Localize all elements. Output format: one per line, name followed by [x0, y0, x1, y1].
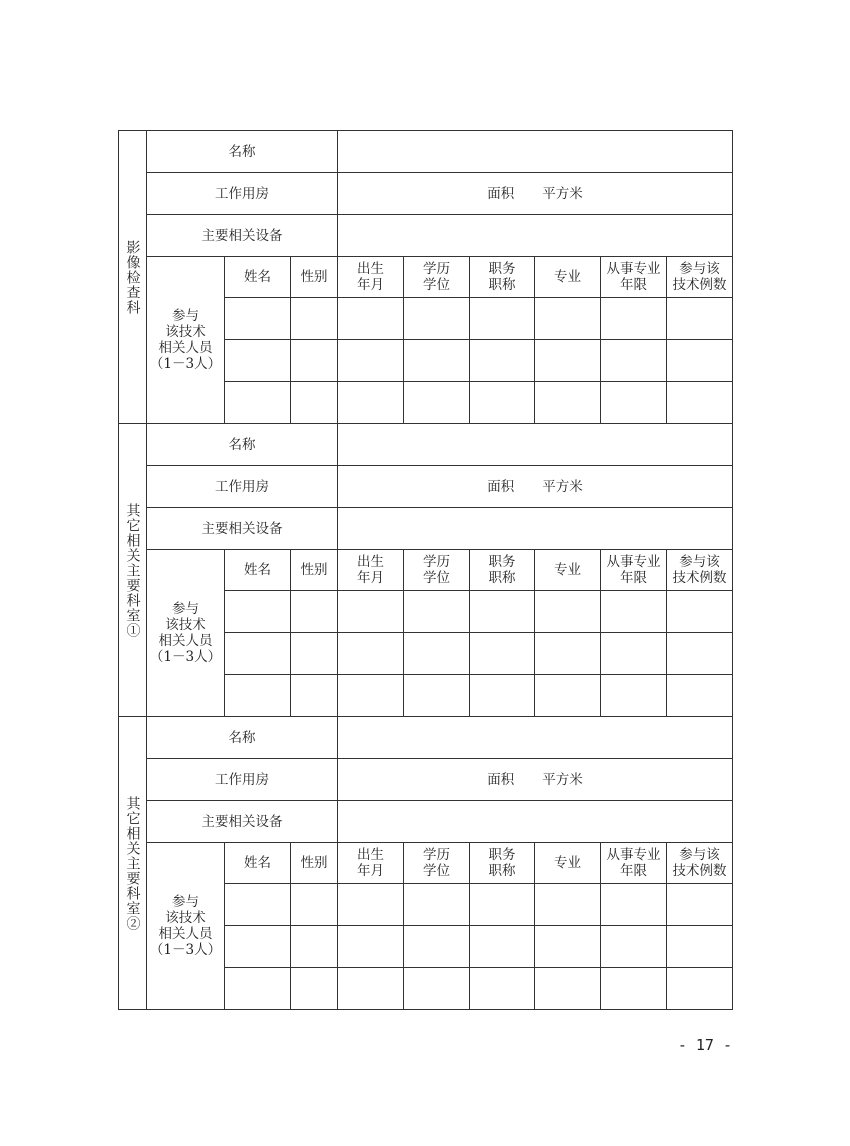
personnel-cell[interactable]	[535, 298, 601, 340]
personnel-cell[interactable]	[291, 591, 338, 633]
personnel-cell[interactable]	[225, 968, 291, 1010]
column-header	[225, 550, 291, 591]
column-header-line: 学历	[423, 847, 451, 863]
column-header-line: 职务	[488, 554, 516, 570]
equipment-label: 主要相关设备	[201, 813, 283, 830]
personnel-cell[interactable]	[470, 926, 535, 968]
department-info-form	[118, 130, 733, 1010]
department-label: 影像检查科	[124, 239, 141, 315]
personnel-cell[interactable]	[338, 884, 404, 926]
department-label: 其它相关主要科室①	[124, 502, 141, 638]
personnel-cell[interactable]	[225, 633, 291, 675]
department-label-cell	[119, 424, 147, 717]
personnel-cell[interactable]	[667, 968, 733, 1010]
personnel-cell[interactable]	[338, 382, 404, 424]
personnel-cell[interactable]	[291, 884, 338, 926]
personnel-cell[interactable]	[404, 968, 470, 1010]
column-header	[470, 550, 535, 591]
personnel-cell[interactable]	[667, 382, 733, 424]
column-header	[667, 550, 733, 591]
personnel-cell[interactable]	[470, 591, 535, 633]
personnel-cell[interactable]	[404, 633, 470, 675]
personnel-cell[interactable]	[535, 382, 601, 424]
personnel-cell[interactable]	[535, 591, 601, 633]
column-header	[291, 257, 338, 298]
personnel-cell[interactable]	[535, 633, 601, 675]
column-header-line: 姓名	[244, 855, 271, 871]
personnel-label-cell	[147, 843, 225, 1010]
column-header-line: 年月	[357, 277, 385, 293]
name-label-cell	[147, 424, 338, 466]
column-header-line: 姓名	[244, 269, 271, 285]
column-header-line: 性别	[300, 562, 328, 578]
personnel-cell[interactable]	[535, 968, 601, 1010]
personnel-cell[interactable]	[601, 382, 667, 424]
personnel-cell[interactable]	[338, 298, 404, 340]
personnel-label-line: 参与	[172, 308, 199, 324]
personnel-cell[interactable]	[470, 382, 535, 424]
equipment-label-cell	[147, 508, 338, 550]
personnel-cell[interactable]	[225, 884, 291, 926]
personnel-cell[interactable]	[667, 884, 733, 926]
column-header-line: 专业	[554, 855, 582, 871]
name-input[interactable]	[338, 717, 733, 759]
column-header-line: 技术例数	[672, 570, 727, 586]
personnel-cell[interactable]	[404, 884, 470, 926]
name-row	[119, 424, 733, 466]
personnel-cell[interactable]	[404, 675, 470, 717]
personnel-cell[interactable]	[225, 675, 291, 717]
personnel-cell[interactable]	[470, 298, 535, 340]
column-header-line: 职务	[488, 261, 516, 277]
personnel-cell[interactable]	[535, 884, 601, 926]
column-header-line: 性别	[300, 269, 328, 285]
column-header-line: 年月	[357, 570, 385, 586]
column-header-line: 学位	[423, 570, 451, 586]
column-header-line: 学位	[423, 277, 451, 293]
column-header	[667, 843, 733, 884]
column-header	[338, 257, 404, 298]
column-header	[404, 843, 470, 884]
personnel-cell[interactable]	[291, 340, 338, 382]
column-header	[338, 550, 404, 591]
personnel-cell[interactable]	[338, 675, 404, 717]
personnel-cell[interactable]	[225, 382, 291, 424]
equipment-row	[119, 215, 733, 257]
column-header	[225, 257, 291, 298]
personnel-label-line: 相关人员	[158, 340, 213, 356]
personnel-cell[interactable]	[225, 340, 291, 382]
room-label: 工作用房	[215, 478, 269, 495]
column-header	[291, 550, 338, 591]
equipment-row	[119, 508, 733, 550]
personnel-header-row	[119, 843, 733, 884]
personnel-label-line: 该技术	[165, 324, 206, 340]
personnel-cell[interactable]	[338, 633, 404, 675]
department-label: 其它相关主要科室②	[124, 795, 141, 931]
equipment-label: 主要相关设备	[201, 227, 283, 244]
personnel-cell[interactable]	[404, 382, 470, 424]
column-header	[601, 843, 667, 884]
area-input[interactable]	[338, 466, 733, 508]
column-header	[601, 257, 667, 298]
name-label-cell	[147, 131, 338, 173]
personnel-label-line: 相关人员	[158, 633, 213, 649]
room-row	[119, 173, 733, 215]
personnel-cell[interactable]	[291, 298, 338, 340]
personnel-cell[interactable]	[338, 591, 404, 633]
column-header-line: 学历	[423, 554, 451, 570]
room-label-cell	[147, 173, 338, 215]
column-header-line: 参与该	[679, 847, 720, 863]
personnel-cell[interactable]	[535, 926, 601, 968]
column-header-line: 职称	[488, 570, 516, 586]
column-header-line: 职务	[488, 847, 516, 863]
column-header-line: 出生	[357, 261, 385, 277]
personnel-cell[interactable]	[404, 591, 470, 633]
personnel-header-row	[119, 550, 733, 591]
personnel-cell[interactable]	[601, 633, 667, 675]
department-label-cell	[119, 717, 147, 1010]
personnel-cell[interactable]	[470, 340, 535, 382]
column-header	[291, 843, 338, 884]
column-header-line: 学历	[423, 261, 451, 277]
column-header-line: 技术例数	[672, 277, 727, 293]
column-header-line: 从事专业	[606, 261, 661, 277]
personnel-label-line: （1－3人）	[149, 356, 222, 372]
column-header-line: 技术例数	[672, 863, 727, 879]
personnel-header-row	[119, 257, 733, 298]
personnel-cell[interactable]	[601, 926, 667, 968]
personnel-label-line: 相关人员	[158, 926, 213, 942]
personnel-cell[interactable]	[601, 591, 667, 633]
personnel-cell[interactable]	[667, 591, 733, 633]
area-label: 面积	[487, 478, 515, 495]
column-header	[404, 257, 470, 298]
personnel-cell[interactable]	[291, 675, 338, 717]
area-input[interactable]	[338, 759, 733, 801]
column-header-line: 从事专业	[606, 847, 661, 863]
column-header-line: 出生	[357, 554, 385, 570]
column-header	[470, 257, 535, 298]
column-header-line: 年限	[620, 570, 648, 586]
column-header-line: 年月	[357, 863, 385, 879]
column-header-line: 性别	[300, 855, 328, 871]
area-unit: 平方米	[542, 185, 583, 202]
equipment-row	[119, 801, 733, 843]
name-row	[119, 717, 733, 759]
personnel-cell[interactable]	[667, 675, 733, 717]
equipment-input[interactable]	[338, 215, 733, 257]
personnel-cell[interactable]	[291, 926, 338, 968]
personnel-cell[interactable]	[404, 340, 470, 382]
equipment-input[interactable]	[338, 801, 733, 843]
column-header	[338, 843, 404, 884]
room-label: 工作用房	[215, 771, 269, 788]
column-header	[225, 843, 291, 884]
room-label-cell	[147, 466, 338, 508]
room-row	[119, 759, 733, 801]
personnel-cell[interactable]	[338, 926, 404, 968]
personnel-label-line: 该技术	[165, 617, 206, 633]
personnel-cell[interactable]	[291, 382, 338, 424]
column-header	[535, 257, 601, 298]
column-header	[404, 550, 470, 591]
equipment-input[interactable]	[338, 508, 733, 550]
personnel-label-cell	[147, 257, 225, 424]
personnel-cell[interactable]	[667, 298, 733, 340]
personnel-cell[interactable]	[470, 633, 535, 675]
name-input[interactable]	[338, 424, 733, 466]
column-header-line: 参与该	[679, 261, 720, 277]
personnel-cell[interactable]	[601, 298, 667, 340]
equipment-label-cell	[147, 215, 338, 257]
name-label: 名称	[228, 729, 256, 746]
area-label: 面积	[487, 185, 515, 202]
personnel-label-line: （1－3人）	[149, 649, 222, 665]
name-row	[119, 131, 733, 173]
column-header-line: 专业	[554, 269, 582, 285]
personnel-cell[interactable]	[667, 633, 733, 675]
column-header	[601, 550, 667, 591]
area-unit: 平方米	[542, 771, 583, 788]
room-label: 工作用房	[215, 185, 269, 202]
personnel-cell[interactable]	[225, 298, 291, 340]
personnel-cell[interactable]	[667, 340, 733, 382]
page-number: - 17 -	[677, 1036, 732, 1054]
personnel-cell[interactable]	[291, 633, 338, 675]
personnel-label-line: 参与	[172, 894, 199, 910]
area-input[interactable]	[338, 173, 733, 215]
personnel-cell[interactable]	[338, 340, 404, 382]
name-input[interactable]	[338, 131, 733, 173]
column-header	[470, 843, 535, 884]
equipment-label-cell	[147, 801, 338, 843]
room-label-cell	[147, 759, 338, 801]
column-header-line: 姓名	[244, 562, 271, 578]
personnel-cell[interactable]	[291, 968, 338, 1010]
personnel-cell[interactable]	[225, 926, 291, 968]
personnel-cell[interactable]	[404, 298, 470, 340]
personnel-cell[interactable]	[535, 340, 601, 382]
area-label: 面积	[487, 771, 515, 788]
personnel-cell[interactable]	[601, 340, 667, 382]
department-label-cell	[119, 131, 147, 424]
column-header	[535, 550, 601, 591]
column-header-line: 职称	[488, 863, 516, 879]
personnel-cell[interactable]	[404, 926, 470, 968]
room-row	[119, 466, 733, 508]
column-header	[667, 257, 733, 298]
column-header-line: 出生	[357, 847, 385, 863]
personnel-cell[interactable]	[470, 884, 535, 926]
personnel-cell[interactable]	[225, 591, 291, 633]
equipment-label: 主要相关设备	[201, 520, 283, 537]
personnel-label-cell	[147, 550, 225, 717]
column-header	[535, 843, 601, 884]
personnel-cell[interactable]	[470, 675, 535, 717]
column-header-line: 学位	[423, 863, 451, 879]
column-header-line: 年限	[620, 277, 648, 293]
personnel-cell[interactable]	[338, 968, 404, 1010]
column-header-line: 专业	[554, 562, 582, 578]
personnel-cell[interactable]	[601, 968, 667, 1010]
name-label: 名称	[228, 436, 256, 453]
personnel-label-line: （1－3人）	[149, 942, 222, 958]
name-label-cell	[147, 717, 338, 759]
personnel-label-line: 参与	[172, 601, 199, 617]
column-header-line: 从事专业	[606, 554, 661, 570]
name-label: 名称	[228, 143, 256, 160]
column-header-line: 年限	[620, 863, 648, 879]
area-unit: 平方米	[542, 478, 583, 495]
personnel-cell[interactable]	[601, 884, 667, 926]
column-header-line: 参与该	[679, 554, 720, 570]
personnel-cell[interactable]	[470, 968, 535, 1010]
personnel-cell[interactable]	[535, 675, 601, 717]
personnel-cell[interactable]	[601, 675, 667, 717]
personnel-label-line: 该技术	[165, 910, 206, 926]
personnel-cell[interactable]	[667, 926, 733, 968]
column-header-line: 职称	[488, 277, 516, 293]
